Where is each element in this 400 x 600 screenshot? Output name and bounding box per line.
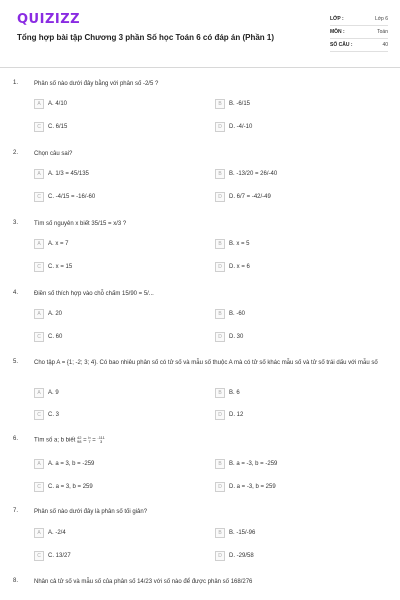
option-b[interactable] — [215, 99, 250, 109]
question-text: Phân số nào dưới đây bằng với phân số -2/5 ? — [34, 81, 159, 87]
option-a[interactable] — [34, 99, 67, 109]
option-text: C. 6/15 — [48, 124, 68, 130]
option-b[interactable] — [215, 309, 245, 319]
option-letter-box: A — [34, 388, 44, 398]
meta-row-class — [330, 13, 388, 26]
option-text: D. 30 — [229, 334, 244, 340]
option-text: C. 60 — [48, 334, 63, 340]
question-number: 7. — [13, 508, 19, 514]
option-a[interactable] — [34, 239, 69, 249]
fraction-3 — [97, 436, 104, 444]
option-letter-box: B — [215, 169, 225, 179]
option-text: B. 6 — [229, 390, 240, 396]
option-letter-box: B — [215, 388, 225, 398]
question-text: Phân số nào dưới đây là phân số tối giản? — [34, 509, 148, 515]
question-number: 6. — [13, 436, 19, 442]
option-letter-box: D — [215, 551, 225, 561]
option-a[interactable] — [34, 459, 94, 469]
option-letter-box: A — [34, 239, 44, 249]
option-d[interactable] — [215, 410, 243, 420]
option-text: A. -2/4 — [48, 530, 66, 536]
option-text: A. x = 7 — [48, 241, 69, 247]
denominator: 3 — [100, 439, 103, 444]
option-text: D. x = 6 — [229, 264, 250, 270]
option-letter-box: A — [34, 459, 44, 469]
option-letter-box: D — [215, 262, 225, 272]
option-letter-box: A — [34, 169, 44, 179]
document-title: Tổng hợp bài tập Chương 3 phần Số học Toán 6 có đáp án (Phần 1) — [17, 33, 275, 42]
option-c[interactable] — [34, 262, 72, 272]
option-text: C. a = 3, b = 259 — [48, 484, 93, 490]
option-letter-box: D — [215, 332, 225, 342]
option-b[interactable] — [215, 169, 277, 179]
option-letter-box: A — [34, 528, 44, 538]
option-letter-box: B — [215, 99, 225, 109]
option-letter-box: B — [215, 239, 225, 249]
option-text: D. -29/58 — [229, 553, 254, 559]
meta-key: MÔN : — [330, 29, 345, 35]
option-letter-box: C — [34, 332, 44, 342]
option-letter-box: D — [215, 410, 225, 420]
option-d[interactable] — [215, 192, 271, 202]
option-text: C. -4/15 = -16/-60 — [48, 194, 96, 200]
meta-row-subject — [330, 26, 388, 39]
option-text: D. -4/-10 — [229, 124, 253, 130]
numerator: 42 — [77, 435, 82, 440]
meta-row-count — [330, 39, 388, 52]
meta-key: SỐ CÂU : — [330, 42, 353, 48]
numerator: b — [88, 435, 91, 440]
meta-value: Toán — [377, 29, 388, 35]
question-text: Chọn câu sai? — [34, 151, 73, 157]
quiz-header — [0, 0, 400, 68]
option-c[interactable] — [34, 410, 59, 420]
option-letter-box: C — [34, 410, 44, 420]
option-a[interactable] — [34, 169, 89, 179]
option-b[interactable] — [215, 528, 255, 538]
option-d[interactable] — [215, 332, 243, 342]
option-letter-box: C — [34, 262, 44, 272]
option-letter-box: D — [215, 122, 225, 132]
option-letter-box: D — [215, 482, 225, 492]
meta-info — [330, 13, 388, 52]
option-a[interactable] — [34, 388, 59, 398]
option-c[interactable] — [34, 192, 95, 202]
option-text: A. 1/3 = 45/135 — [48, 171, 89, 177]
option-d[interactable] — [215, 482, 276, 492]
option-letter-box: A — [34, 99, 44, 109]
question-text-prefix: Tìm số a; b biết — [34, 437, 76, 444]
quizizz-logo: QUIZIZZ — [17, 12, 81, 27]
meta-value: 40 — [382, 42, 388, 48]
option-text: B. -15/-96 — [229, 530, 256, 536]
option-letter-box: A — [34, 309, 44, 319]
question-number: 3. — [13, 220, 19, 226]
option-c[interactable] — [34, 122, 67, 132]
option-text: B. -13/20 = 26/-40 — [229, 171, 278, 177]
option-text: C. 3 — [48, 412, 60, 418]
question-number: 4. — [13, 290, 19, 296]
denominator: 7 — [88, 439, 91, 444]
question-text: Điền số thích hợp vào chỗ chấm 15/90 = 5/... — [34, 291, 154, 297]
option-c[interactable] — [34, 551, 71, 561]
fraction-1 — [77, 436, 81, 444]
option-letter-box: B — [215, 528, 225, 538]
numerator: -111 — [97, 435, 105, 440]
option-letter-box: C — [34, 482, 44, 492]
option-b[interactable] — [215, 459, 277, 469]
option-text: B. a = -3, b = -259 — [229, 461, 278, 467]
option-text: D. 6/7 = -42/-49 — [229, 194, 271, 200]
option-b[interactable] — [215, 388, 240, 398]
option-letter-box: C — [34, 551, 44, 561]
option-text: A. 20 — [48, 311, 63, 317]
option-d[interactable] — [215, 262, 250, 272]
option-text: B. x = 5 — [229, 241, 250, 247]
option-letter-box: B — [215, 309, 225, 319]
option-a[interactable] — [34, 528, 66, 538]
question-number: 2. — [13, 150, 19, 156]
option-text: D. a = -3, b = 259 — [229, 484, 276, 490]
question-number: 1. — [13, 80, 19, 86]
option-letter-box: B — [215, 459, 225, 469]
option-d[interactable] — [215, 122, 252, 132]
option-text: A. 9 — [48, 390, 59, 396]
option-letter-box: C — [34, 192, 44, 202]
question-text: Nhân cả tử số và mẫu số của phân số 14/23 với số nào để được phân số 168/276 — [34, 579, 253, 585]
question-number: 5. — [13, 359, 19, 365]
denominator: 98 — [77, 439, 82, 444]
option-c[interactable] — [34, 332, 62, 342]
option-text: B. -60 — [229, 311, 246, 317]
question-number: 8. — [13, 578, 19, 584]
option-text: D. 12 — [229, 412, 244, 418]
option-d[interactable] — [215, 551, 254, 561]
option-text: B. -6/15 — [229, 101, 251, 107]
option-b[interactable] — [215, 239, 250, 249]
option-c[interactable] — [34, 482, 93, 492]
option-letter-box: D — [215, 192, 225, 202]
question-text: Tìm số nguyên x biết 35/15 = x/3 ? — [34, 221, 127, 227]
option-letter-box: C — [34, 122, 44, 132]
fraction-2 — [88, 436, 90, 444]
option-text: A. a = 3, b = -259 — [48, 461, 95, 467]
meta-key: LỚP : — [330, 16, 344, 22]
question-text: Cho tập A = {1; -2; 3; 4}. Có bao nhiêu phân số có tử số và mẫu số thuộc A mà có tử số khác mẫu số và tử số trái dấu với mẫu số — [34, 360, 378, 366]
question-text: Tìm số a; b biết 42 98 = b 7 = -111 3 — [34, 435, 105, 444]
meta-value: Lớp 6 — [374, 16, 388, 22]
option-text: A. 4/10 — [48, 101, 68, 107]
option-text: C. x = 15 — [48, 264, 73, 270]
option-text: C. 13/27 — [48, 553, 71, 559]
option-a[interactable] — [34, 309, 62, 319]
